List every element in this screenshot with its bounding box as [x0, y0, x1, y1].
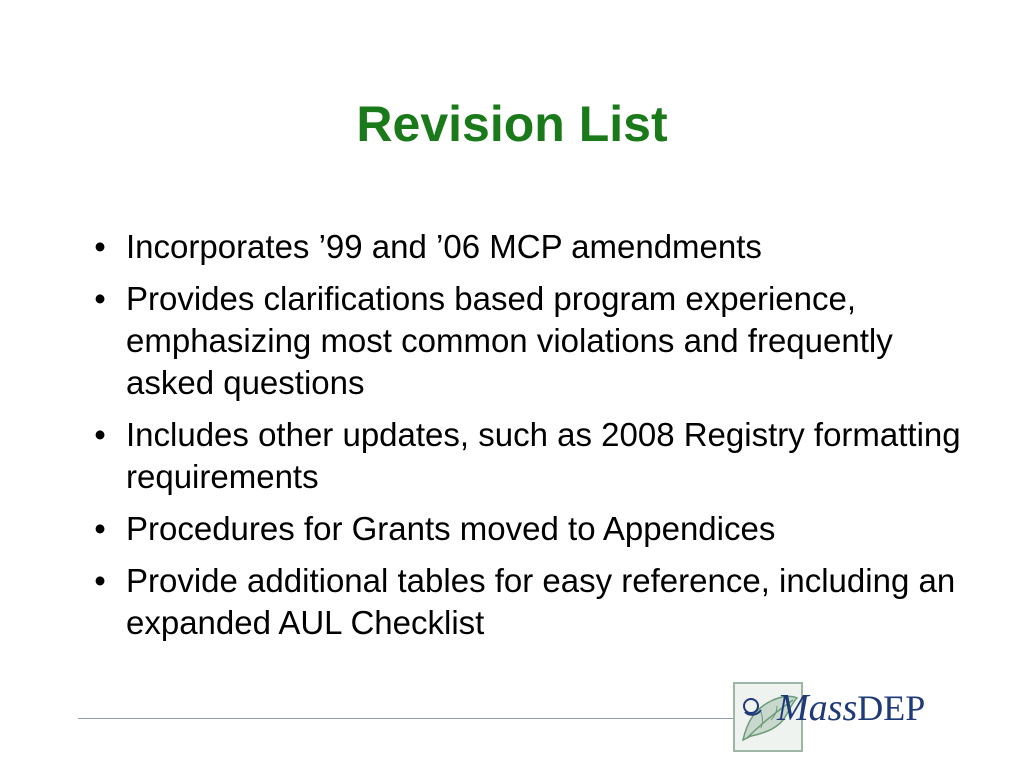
bullet-list [86, 226, 966, 654]
bullet-item [86, 508, 966, 550]
logo-mass-text: Mass [777, 687, 858, 729]
bullet-item [86, 560, 966, 644]
bullet-text: Procedures for Grants moved to Appendices [126, 510, 776, 547]
bullet-marker: • [94, 562, 106, 599]
massdep-logo [733, 682, 953, 754]
bullet-text: Includes other updates, such as 2008 Registry formatting requirements [126, 416, 961, 495]
bullet-marker: • [94, 510, 106, 547]
bullet-item [86, 226, 966, 268]
bullet-item [86, 278, 966, 404]
bullet-marker: • [94, 416, 106, 453]
bullet-item [86, 414, 966, 498]
slide-title: Revision List [356, 96, 668, 152]
logo-wordmark [777, 688, 925, 728]
bullet-marker: • [94, 228, 106, 265]
bullet-text: Incorporates ’99 and ’06 MCP amendments [126, 228, 762, 265]
bullet-text: Provide additional tables for easy reference, including an expanded AUL Checklist [126, 562, 956, 641]
bullet-text: Provides clarifications based program experience, emphasizing most common violations and frequently asked questions [126, 280, 893, 401]
logo-dep-text: DEP [857, 688, 926, 728]
bullet-marker: • [94, 280, 106, 317]
